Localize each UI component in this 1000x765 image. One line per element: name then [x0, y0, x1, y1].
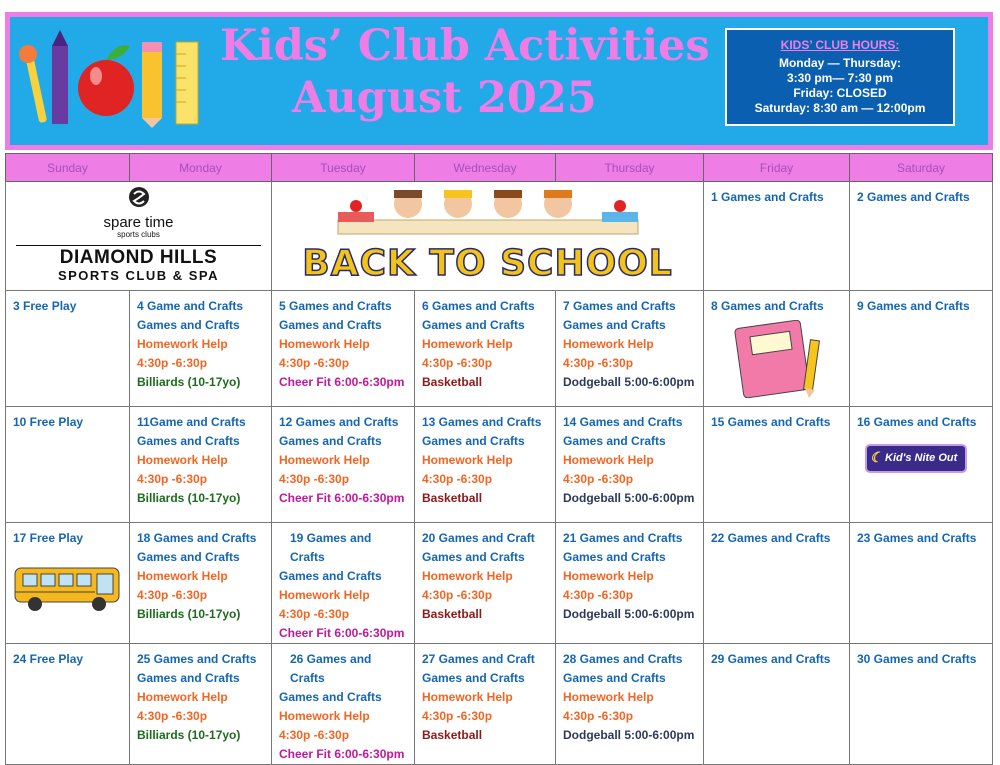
- notebook-icon: [729, 320, 829, 398]
- activity: Basketball: [422, 491, 483, 505]
- activity-time: 4:30p -6:30p: [563, 588, 634, 602]
- activity: Homework Help: [422, 690, 513, 704]
- day-cell: [6, 291, 130, 407]
- weekday-header: Saturday: [850, 154, 993, 182]
- day-cell: [130, 291, 272, 407]
- day-label: 19 Games and Crafts: [290, 531, 372, 564]
- club-logo-cell: [6, 182, 272, 291]
- calendar-table: [5, 153, 993, 765]
- activity: Homework Help: [279, 453, 370, 467]
- spare-time-name: spare time: [103, 214, 174, 231]
- hours-line: Saturday: 8:30 am — 12:00pm: [754, 101, 926, 115]
- kids-reading-icon: [318, 184, 658, 236]
- day-label: 24 Free Play: [13, 652, 84, 666]
- day-label: 5 Games and Crafts: [279, 299, 392, 313]
- day-label: 16 Games and Crafts: [857, 415, 977, 429]
- week-row: [6, 407, 993, 523]
- activity-time: 4:30p -6:30p: [279, 356, 350, 370]
- day-label: 17 Free Play: [13, 531, 84, 545]
- activity: Billiards (10-17yo): [137, 491, 241, 505]
- activity: Games and Crafts: [563, 550, 666, 564]
- activity-time: 4:30p -6:30p: [137, 588, 208, 602]
- day-cell: [704, 291, 850, 407]
- activity: Homework Help: [137, 569, 228, 583]
- day-label: 15 Games and Crafts: [711, 415, 831, 429]
- activity: Dodgeball 5:00-6:00pm: [563, 491, 695, 505]
- day-label: 20 Games and Craft: [422, 531, 535, 545]
- activity: Homework Help: [279, 337, 370, 351]
- day-label: 14 Games and Crafts: [563, 415, 683, 429]
- activity: Homework Help: [279, 588, 370, 602]
- day-cell: [556, 644, 704, 765]
- activity: Homework Help: [422, 337, 513, 351]
- spare-time-subtitle: sports clubs: [117, 230, 160, 239]
- day-label: 9 Games and Crafts: [857, 299, 970, 313]
- activity: Homework Help: [563, 690, 654, 704]
- day-label: 8 Games and Crafts: [711, 299, 824, 313]
- diamond-hills-name: DIAMOND HILLS: [59, 247, 218, 268]
- day-cell: [130, 523, 272, 644]
- day-cell: [556, 407, 704, 523]
- day-cell: [130, 407, 272, 523]
- activity-time: 4:30p -6:30p: [279, 728, 350, 742]
- activity: Games and Crafts: [137, 671, 240, 685]
- week-row: [6, 182, 993, 291]
- activity-time: 4:30p -6:30p: [279, 607, 350, 621]
- hours-line: 3:30 pm— 7:30 pm: [786, 71, 894, 85]
- day-cell: [415, 644, 556, 765]
- weekday-header: Tuesday: [272, 154, 415, 182]
- activity-time: 4:30p -6:30p: [137, 709, 208, 723]
- day-label: 11Game and Crafts: [137, 415, 246, 429]
- day-cell: [272, 523, 415, 644]
- activity: Billiards (10-17yo): [137, 728, 241, 742]
- weekday-header: Wednesday: [415, 154, 556, 182]
- activity: Homework Help: [563, 453, 654, 467]
- week-row: [6, 644, 993, 765]
- day-cell: [415, 291, 556, 407]
- day-label: 10 Free Play: [13, 415, 84, 429]
- day-cell: [415, 523, 556, 644]
- day-cell: [272, 644, 415, 765]
- weekday-header: Monday: [130, 154, 272, 182]
- activity: Dodgeball 5:00-6:00pm: [563, 728, 695, 742]
- activity: Games and Crafts: [563, 671, 666, 685]
- activity: Games and Crafts: [137, 550, 240, 564]
- hours-line: Monday — Thursday:: [778, 56, 901, 70]
- day-label: 1 Games and Crafts: [711, 190, 824, 204]
- week-row: [6, 523, 993, 644]
- activity-time: 4:30p -6:30p: [563, 709, 634, 723]
- activity: Games and Crafts: [422, 671, 525, 685]
- day-label: 25 Games and Crafts: [137, 652, 257, 666]
- activity: Games and Crafts: [279, 569, 382, 583]
- activity-time: 4:30p -6:30p: [563, 472, 634, 486]
- activity: Games and Crafts: [137, 434, 240, 448]
- activity: Homework Help: [279, 709, 370, 723]
- day-label: 7 Games and Crafts: [563, 299, 676, 313]
- day-cell: [6, 523, 130, 644]
- kids-nite-out-badge: [865, 444, 967, 473]
- activity: Homework Help: [563, 337, 654, 351]
- day-cell: [556, 291, 704, 407]
- activity: Homework Help: [422, 569, 513, 583]
- day-label: 29 Games and Crafts: [711, 652, 831, 666]
- day-label: 26 Games and Crafts: [290, 652, 372, 685]
- logo-divider: [16, 245, 261, 246]
- day-cell: [272, 407, 415, 523]
- day-cell: [415, 407, 556, 523]
- week-row: [6, 291, 993, 407]
- hours-line: Friday: CLOSED: [793, 86, 887, 100]
- activity: Homework Help: [422, 453, 513, 467]
- activity: Games and Crafts: [563, 434, 666, 448]
- activity: Basketball: [422, 607, 483, 621]
- title-line-1: Kids’ Club Activities: [220, 21, 710, 71]
- activity: Basketball: [422, 728, 483, 742]
- day-cell: [6, 644, 130, 765]
- activity-time: 4:30p -6:30p: [422, 356, 493, 370]
- day-cell: [850, 182, 993, 291]
- activity-time: 4:30p -6:30p: [137, 472, 208, 486]
- activity-time: 4:30p -6:30p: [279, 472, 350, 486]
- title-line-2: August 2025: [292, 73, 597, 123]
- day-cell: [704, 182, 850, 291]
- day-label: 28 Games and Crafts: [563, 652, 683, 666]
- kids-club-hours-box: [725, 28, 955, 126]
- activity: Games and Crafts: [279, 318, 382, 332]
- back-to-school-text: [274, 244, 701, 284]
- day-cell: [704, 523, 850, 644]
- activity: Billiards (10-17yo): [137, 607, 241, 621]
- activity-time: 4:30p -6:30p: [563, 356, 634, 370]
- hours-title: KIDS’ CLUB HOURS:: [780, 38, 900, 52]
- day-label: 13 Games and Crafts: [422, 415, 542, 429]
- activity: Homework Help: [137, 690, 228, 704]
- activity: Billiards (10-17yo): [137, 375, 241, 389]
- day-label: 12 Games and Crafts: [279, 415, 399, 429]
- activity: Games and Crafts: [422, 318, 525, 332]
- day-cell: [850, 291, 993, 407]
- day-label: 27 Games and Craft: [422, 652, 535, 666]
- school-supplies-icon: [10, 28, 210, 128]
- back-to-school-banner: [272, 182, 704, 291]
- activity: Games and Crafts: [279, 690, 382, 704]
- activity: Cheer Fit 6:00-6:30pm: [279, 747, 405, 761]
- activity: Dodgeball 5:00-6:00pm: [563, 607, 695, 621]
- day-cell: [130, 644, 272, 765]
- day-cell: [556, 523, 704, 644]
- day-cell: [704, 644, 850, 765]
- kids-nite-out-label: Kid's Nite Out: [885, 452, 958, 464]
- day-label: 2 Games and Crafts: [857, 190, 970, 204]
- activity: Games and Crafts: [422, 550, 525, 564]
- activity-time: 4:30p -6:30p: [137, 356, 208, 370]
- day-label: 18 Games and Crafts: [137, 531, 257, 545]
- page-title: [210, 20, 710, 124]
- weekday-header: Friday: [704, 154, 850, 182]
- day-cell: [850, 523, 993, 644]
- day-cell: [850, 407, 993, 523]
- day-cell: [6, 407, 130, 523]
- activity: Cheer Fit 6:00-6:30pm: [279, 626, 405, 640]
- activity: Cheer Fit 6:00-6:30pm: [279, 491, 405, 505]
- day-label: 30 Games and Crafts: [857, 652, 977, 666]
- back-to-school-label: BACK TO SCHOOL: [302, 243, 673, 284]
- day-label: 6 Games and Crafts: [422, 299, 535, 313]
- activity-time: 4:30p -6:30p: [422, 588, 493, 602]
- diamond-hills-subtitle: SPORTS CLUB & SPA: [57, 268, 220, 283]
- activity: Games and Crafts: [279, 434, 382, 448]
- activity: Dodgeball 5:00-6:00pm: [563, 375, 695, 389]
- activity-time: 4:30p -6:30p: [422, 709, 493, 723]
- day-cell: [272, 291, 415, 407]
- activity: Games and Crafts: [137, 318, 240, 332]
- day-label: 3 Free Play: [13, 299, 77, 313]
- day-label: 23 Games and Crafts: [857, 531, 977, 545]
- day-cell: [850, 644, 993, 765]
- day-cell: [704, 407, 850, 523]
- activity: Cheer Fit 6:00-6:30pm: [279, 375, 405, 389]
- activity: Homework Help: [137, 453, 228, 467]
- weekday-header-row: [6, 154, 993, 182]
- day-label: 21 Games and Crafts: [563, 531, 683, 545]
- activity: Basketball: [422, 375, 483, 389]
- day-label: 22 Games and Crafts: [711, 531, 831, 545]
- weekday-header: Sunday: [6, 154, 130, 182]
- activity: Homework Help: [563, 569, 654, 583]
- school-bus-icon: [13, 562, 123, 614]
- activity: Homework Help: [137, 337, 228, 351]
- moon-icon: ☾: [870, 449, 883, 465]
- activity: Games and Crafts: [422, 434, 525, 448]
- day-label: 4 Game and Crafts: [137, 299, 244, 313]
- activity: Games and Crafts: [563, 318, 666, 332]
- activity-time: 4:30p -6:30p: [422, 472, 493, 486]
- weekday-header: Thursday: [556, 154, 704, 182]
- spare-time-logo-icon: [128, 186, 150, 208]
